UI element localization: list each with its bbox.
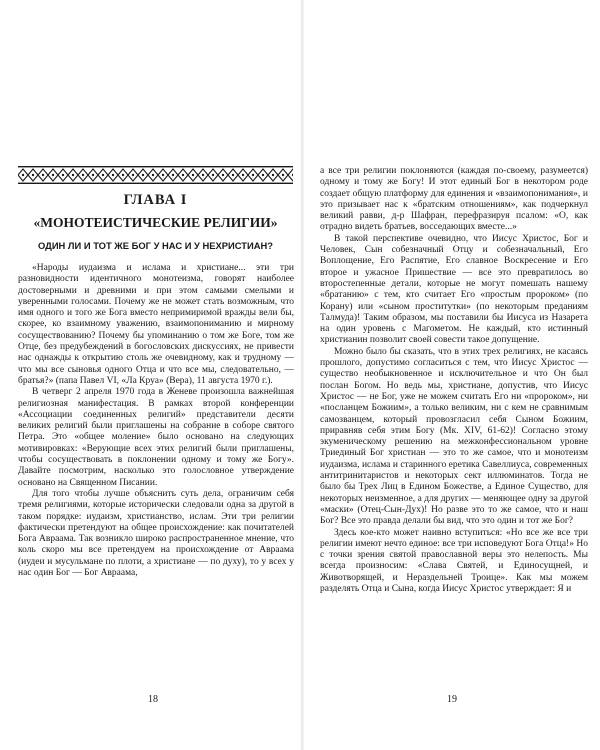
paragraph: В четверг 2 апреля 1970 года в Женеве произошла важнейшая религиозная манифестация. В рамках второй конференции «Ассоциации соединенных религий» представители десяти великих религий были приглашены на собрание в соборе святого Петра. Это «общее моление» было основано на следующих мотивировках: «Верующие всех этих религий были приглашены, чтобы сосуществовать в поклонении одному и тому же Богу». Давайте посмотрим, насколько это голословное утверждение основано на Священном Писании.	[18, 387, 294, 488]
paragraph: В такой перспективе очевидно, что Иисус Христос, Бог и Человек, Сын собезначный Отцу и собезначальный, Его Воплощение, Его Распятие, Его славное Воскресение и Его второе и ужасное Пришествие — все это превратилось во второстепенные детали, которые не могут помешать нашему «братанию» с тем, кто считает Его «простым пророком» (по Корану) или «сыном проститутки» (по некоторым преданиям Талмуда)! Таким образом, мы поставили бы Иисуса из Назарета на один уровень с Магометом. Не каждый, кто истинный христианин позволит своей совести такое допущение.	[320, 233, 588, 346]
ornamental-border	[18, 165, 293, 185]
paragraph: а все три религии поклоняются (каждая по-своему, разумеется) одному и тому же Богу! И этот единый Бог в некотором роде создает общую платформу для единения и «взаимопонимания», и это призывает нас к «братским отношениям», как подчеркнул великий равви, д-р Шафран, перефразируя псалом: «О, как отрадно видеть братьев, восседающих вместе...»	[320, 166, 588, 233]
paragraph: Здесь кое-кто может наивно вступиться: «Но все же все три религии имеют нечто единое: все три исповедуют Бога Отца!» Но с точки зрения святой православной веры это нелепость. Мы всегда произносим: «Слава Святей, и Единосущней, и Животворящей, и Нераздельней Троице». Как мы можем разделять Отца и Сына, когда Иисус Христос утверждает: Я и	[320, 527, 588, 594]
paragraph: Можно было бы сказать, что в этих трех религиях, не касаясь прошлого, допустимо согласиться с тем, что Иисус Христос — существо необыкновенное и исключительное и что Он был послан Богом. Но ведь мы, христиане, допустив, что Иисус Христос — не Бог, уже не можем считать Его ни «пророком», ни «посланцем Божиим», а только великим, ни с кем не сравнимым самозванцем, который провозгласил себя Сыном Божиим, приравняв себя этим Богу (Мк. XIV, 61-62)! Согласно этому экуменическому решению на межконфессиональном уровне Триединый Бог христиан — это то же самое, что и монотеизм иудаизма, ислама и старинного еретика Савеллиуса, современных антитринитаристов и некоторых сект иллюминатов. Тогда не было бы Трех Лиц в Едином Божестве, а Единое Существо, для некоторых неизменное, а для других — меняющее одну за другой «маски» (Отец-Сын-Дух)! Но разве это то же самое, что и наш Бог? Все это правда делали бы вид, что это один и тот же Бог?	[320, 346, 588, 527]
page-number: 18	[148, 694, 158, 705]
page-number: 19	[447, 694, 457, 705]
right-body-text	[320, 166, 588, 595]
chapter-subtitle: «МОНОТЕИСТИЧЕСКИЕ РЕЛИГИИ»	[33, 215, 278, 230]
paragraph: Для того чтобы лучше объяснить суть дела, ограничим себя тремя религиями, которые исторически следовали одна за другой в таком порядке: иудаизм, христианство, ислам. Эти три религии фактически претендуют на общее происхождение: как почитателей Бога Авраама. Так возникло широко распространенное мнение, что коль скоро мы все претендуем на происхождение от Авраама (иудеи и мусульмане по плоти, а христиане — по духу), то у всех у нас один Бог — Бог Авраама,	[18, 488, 294, 579]
right-page	[304, 0, 600, 750]
left-body-text	[18, 263, 294, 579]
chapter-title: ГЛАВА I	[123, 192, 188, 208]
section-heading: ОДИН ЛИ И ТОТ ЖЕ БОГ У НАС И У НЕХРИСТИАН?	[37, 240, 274, 251]
paragraph: «Народы иудаизма и ислама и христиане... эти три разновидности идентичного монотеизма, говорят наиболее достоверными и древними и при этом самыми смелыми и уверенными голосами. Почему же не может стать возможным, что имя одного и того же Бога вместо непримиримой вражды вели бы, скорее, ко взаимному уважению, взаимопониманию и мирному сосуществованию? Почему бы упоминанию о том же Боге, том же Отце, без предубеждений в богословских дискуссиях, не привести нас однажды к открытию столь же очевидному, как и трудному — что мы все сыновья одного Отца и что все мы, следовательно, — братья?» (папа Павел VI, «Ла Круа» (Вера), 11 августа 1970 г.).	[18, 263, 294, 386]
